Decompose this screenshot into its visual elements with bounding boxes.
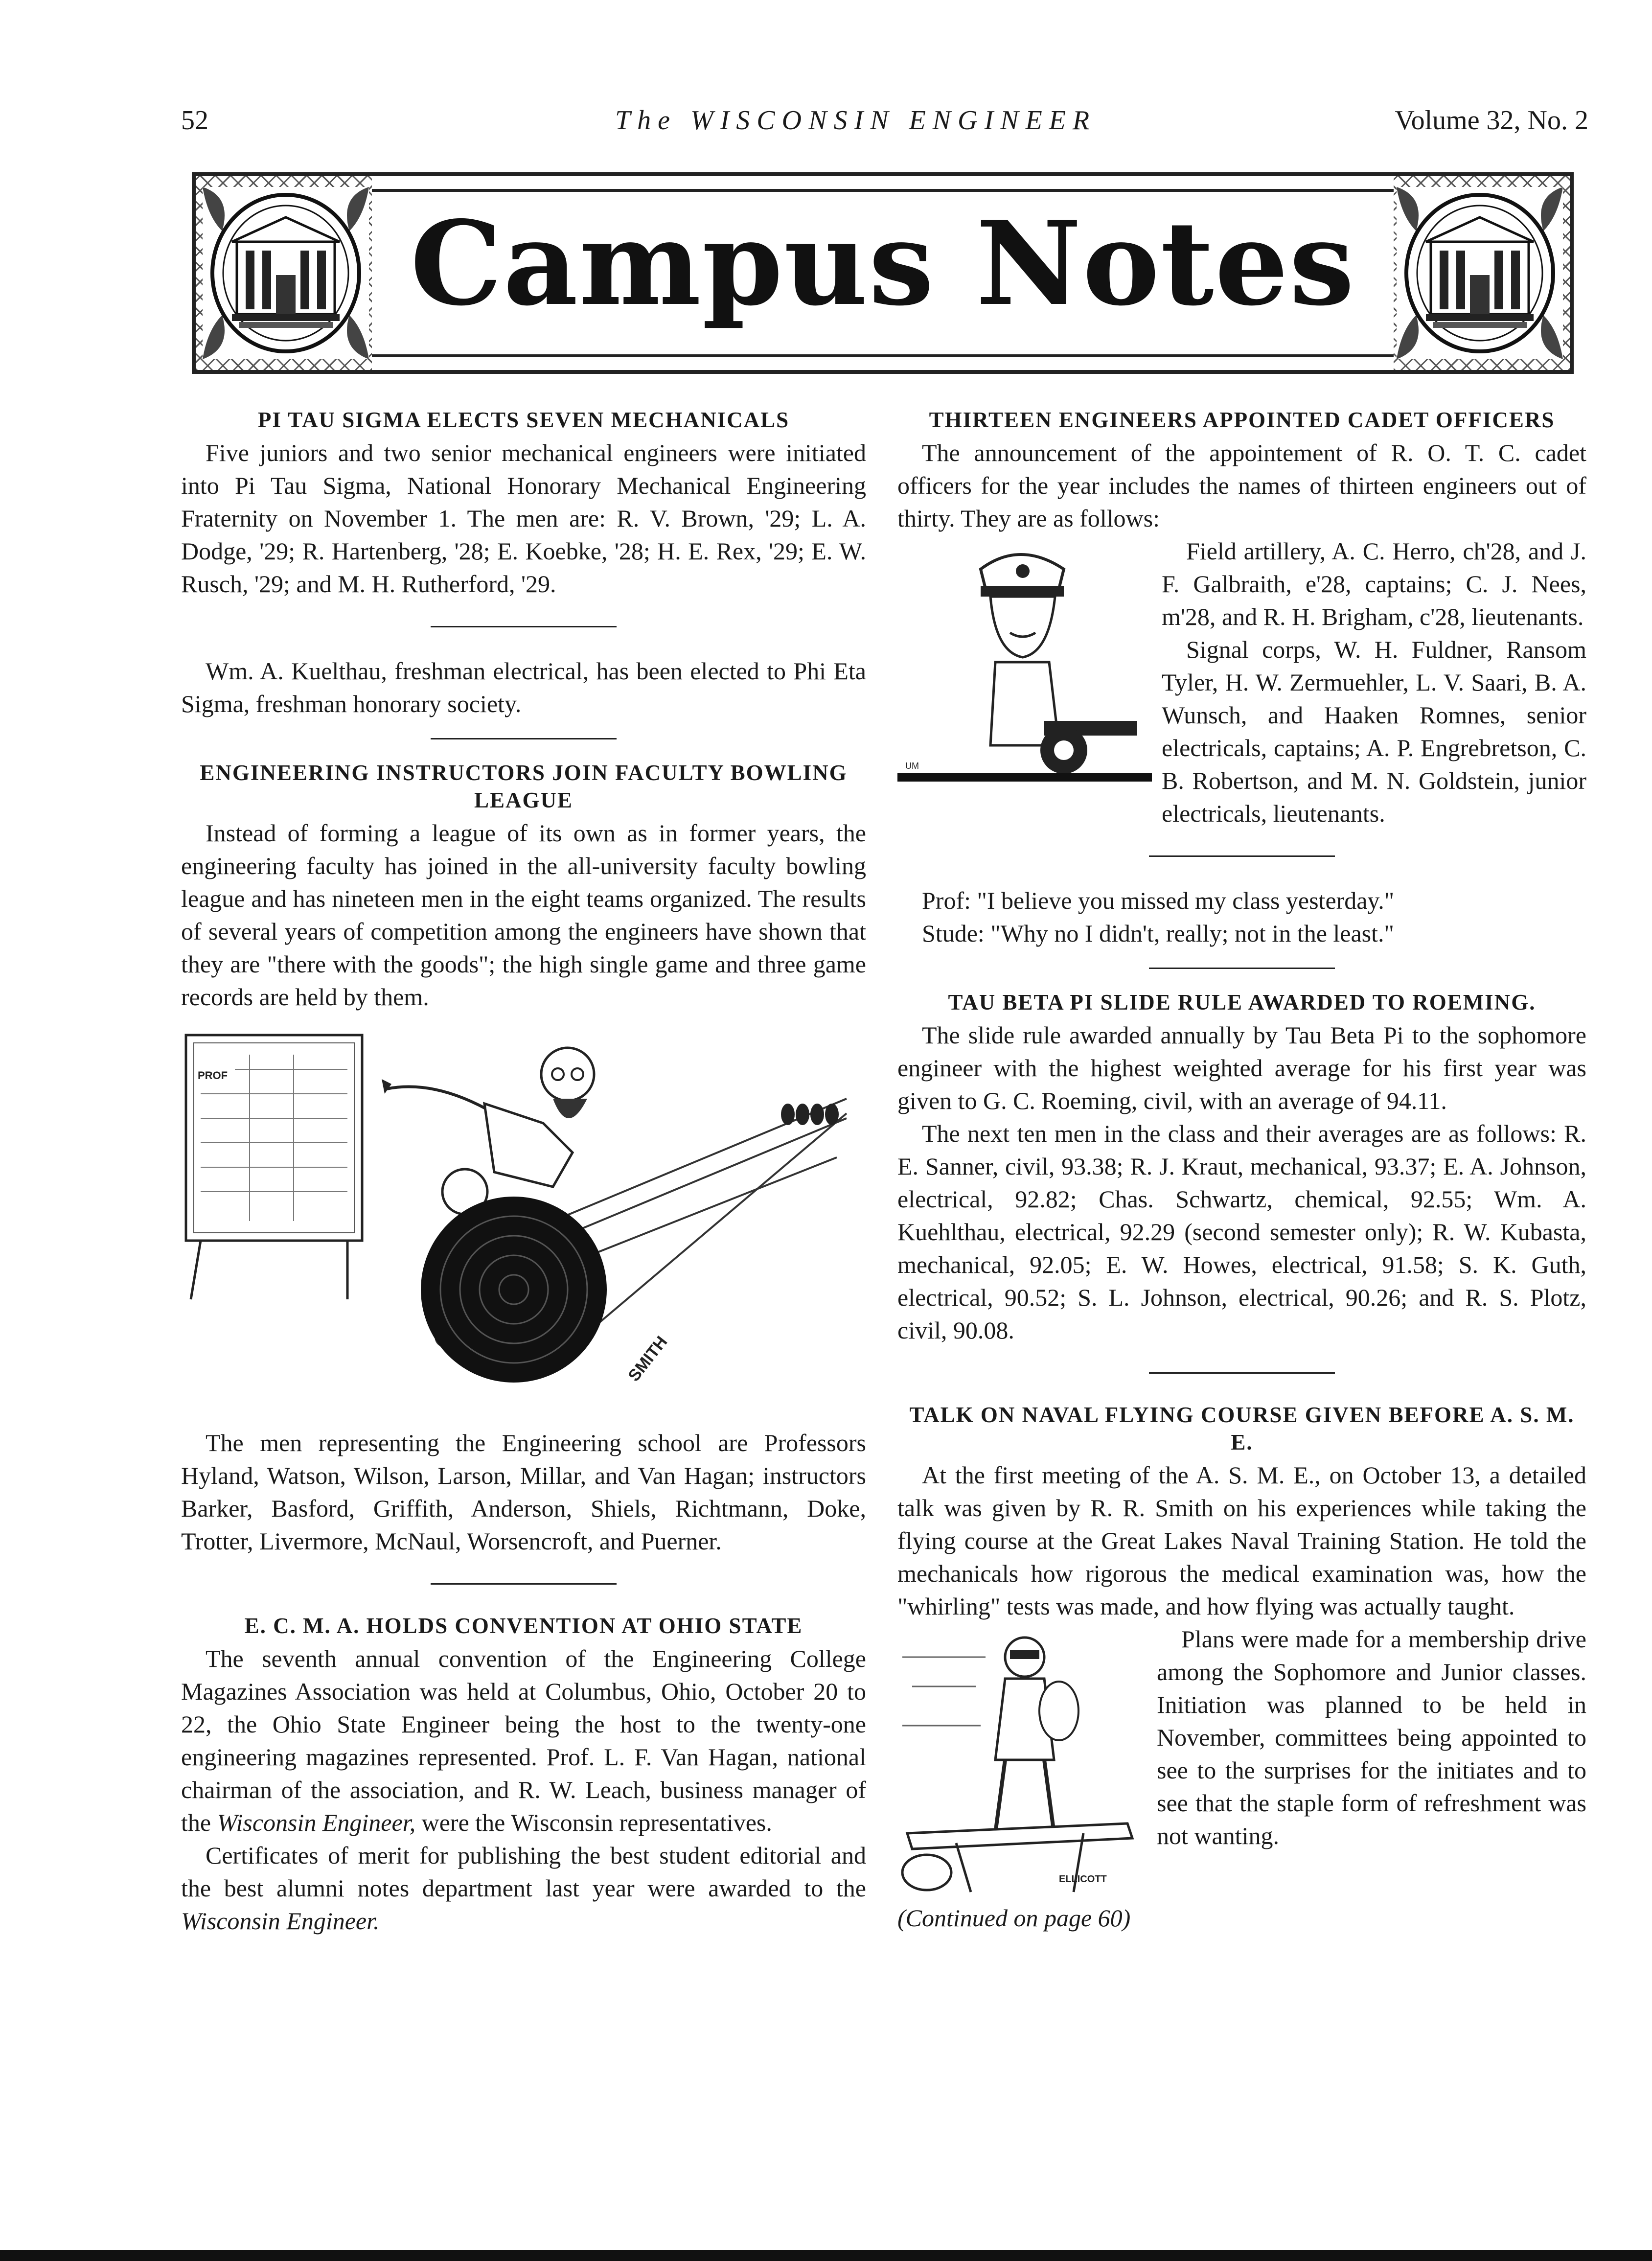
article-body: Wm. A. Kuelthau, freshman electrical, has been elected to Phi Eta Sigma, freshman honorary society. [181, 657, 866, 717]
article-body: The announcement of the appointement of R. O. T. C. cadet officers for the year includes the names of thirteen engineers out of thirty. They are as follows: [897, 439, 1586, 532]
banner-title: Campus Notes [410, 195, 1355, 331]
article-body: Field artillery, A. C. Herro, ch'28, and J. F. Galbraith, e'28, captains; C. J. Nees, m'28, and R. H. Brigham, c'28, lieutenants. [1162, 537, 1586, 630]
article-body: Five juniors and two senior mechanical engineers were initiated into Pi Tau Sigma, National Honorary Mechanical Engineering Fraternity on November 1. The men are: R. V. Brown, '29; L. A. Dodge, '29; R. Hartenberg, '28; E. Koebke, '28; H. E. Rex, '29; E. W. Rusch, '29; and M. H. Rutherford, '29. [181, 439, 866, 598]
joke-line: Stude: "Why no I didn't, really; not in the least." [922, 920, 1394, 947]
continued-note: (Continued on page 60) [897, 1904, 1131, 1932]
article-body: The slide rule awarded annually by Tau Beta Pi to the sophomore engineer with the highest weighted average for his first year was given to G. C. Roeming, civil, with an average of 94.11. [897, 1021, 1586, 1114]
volume-label: Volume 32, No. 2 [1395, 105, 1588, 136]
article-body: Instead of forming a league of its own as in former years, the engineering faculty has joined in the all-university faculty bowling league and has nineteen men in the eight teams organized. The results of several years of competition among the engineers have shown that they are "there with the goods"; the high single game and three game records are held by them. [181, 819, 866, 1011]
article-heading: ENGINEERING INSTRUCTORS JOIN FACULTY BOWLING LEAGUE [200, 761, 848, 812]
section-divider [1149, 1372, 1335, 1374]
page-bottom-edge [0, 2250, 1652, 2261]
section-divider [431, 626, 617, 627]
section-divider [1149, 968, 1335, 969]
cadet-cartoon [897, 535, 1152, 799]
body-text: At the first meeting of the A. S. M. E., on October 13, a detailed talk was given by R. R. Smith on his experiences while taking the flying course at the Great Lakes Naval Training Station. He told the mechanicals how rigorous the medical examination was, how the "whirling" tests was made, and how flying was actually taught. [897, 1461, 1586, 1620]
cartoon-signature: ELLICOTT [1059, 1874, 1107, 1885]
section-divider [431, 1583, 617, 1585]
article-body [897, 1459, 1586, 1623]
body-text: The seventh annual convention of the Engineering College Magazines Association was held at Columbus, Ohio, October 20 to 22, the Ohio State Engineer being the host to the twenty-one engineering magazines represented. Prof. L. F. Van Hagan, national chairman of the association, and R. W. Leach, business manager of the [181, 1645, 866, 1836]
right-column [897, 401, 1586, 1935]
magazine-name: Wisconsin Engineer, [217, 1809, 416, 1836]
article-body [181, 1839, 866, 1938]
section-divider [1149, 855, 1335, 857]
article-heading: E. C. M. A. HOLDS CONVENTION AT OHIO STATE [244, 1614, 803, 1638]
section-divider [431, 738, 617, 739]
joke-line: Prof: "I believe you missed my class yesterday." [922, 887, 1395, 914]
article-body: Signal corps, W. H. Fuldner, Ransom Tyler, H. W. Zermuehler, L. V. Saari, B. A. Wunsch, and Haaken Romnes, senior electricals, captains; A. P. Engrebretson, C. B. Robertson, and M. N. Goldstein, junior electricals, lieutenants. [1162, 636, 1586, 827]
page-number: 52 [181, 105, 208, 136]
campus-notes-banner [192, 172, 1574, 374]
article-body: The men representing the Engineering school are Professors Hyland, Watson, Wilson, Larson, Millar, and Van Hagan; instructors Barker, Basford, Griffith, Anderson, Shiels, Richtmann, Doke, Trotter, Livermore, McNaul, Worsencroft, and Puerner. [181, 1429, 866, 1555]
bowling-cartoon [181, 1025, 866, 1407]
article-body [181, 1642, 866, 1839]
article-heading: PI TAU SIGMA ELECTS SEVEN MECHANICALS [257, 408, 790, 432]
body-text: Certificates of merit for publishing the best student editorial and the best alumni notes department last year were awarded to the [181, 1842, 866, 1902]
body-text: were the Wisconsin representatives. [415, 1809, 772, 1836]
publication-title: The WISCONSIN ENGINEER [615, 105, 1097, 136]
pilot-cartoon [897, 1628, 1147, 1902]
cartoon-signature: SMITH [624, 1333, 671, 1385]
article-heading: TALK ON NAVAL FLYING COURSE GIVEN BEFORE A. S. M. E. [909, 1403, 1575, 1454]
cartoon-mark: UM [905, 761, 919, 771]
magazine-name: Wisconsin Engineer. [181, 1907, 380, 1935]
article-heading: THIRTEEN ENGINEERS APPOINTED CADET OFFICERS [929, 408, 1555, 432]
building-medallion-icon [1397, 187, 1563, 359]
scoreboard-label: PROF [198, 1069, 228, 1082]
article-body: The next ten men in the class and their averages are as follows: R. E. Sanner, civil, 93.38; R. J. Kraut, mechanical, 93.37; E. A. Johnson, electrical, 92.82; Chas. Schwartz, chemical, 92.55; Wm. A. Kuehlthau, electrical, 92.29 (second semester only); R. W. Kubasta, mechanical, 92.05; E. W. Howes, electrical, 91.58; S. K. Guth, electrical, 90.52; S. L. Johnson, electrical, 90.26; and R. S. Plotz, civil, 90.08. [897, 1120, 1586, 1344]
article-heading: TAU BETA PI SLIDE RULE AWARDED TO ROEMING. [948, 990, 1536, 1015]
left-column [181, 401, 866, 1938]
article-body: Plans were made for a membership drive among the Sophomore and Junior classes. Initiation was planned to be held in November, committees being appointed to see to the surprises for the initiates and to see that the staple form of refreshment was not wanting. [1157, 1625, 1586, 1849]
building-medallion-icon [203, 187, 369, 359]
